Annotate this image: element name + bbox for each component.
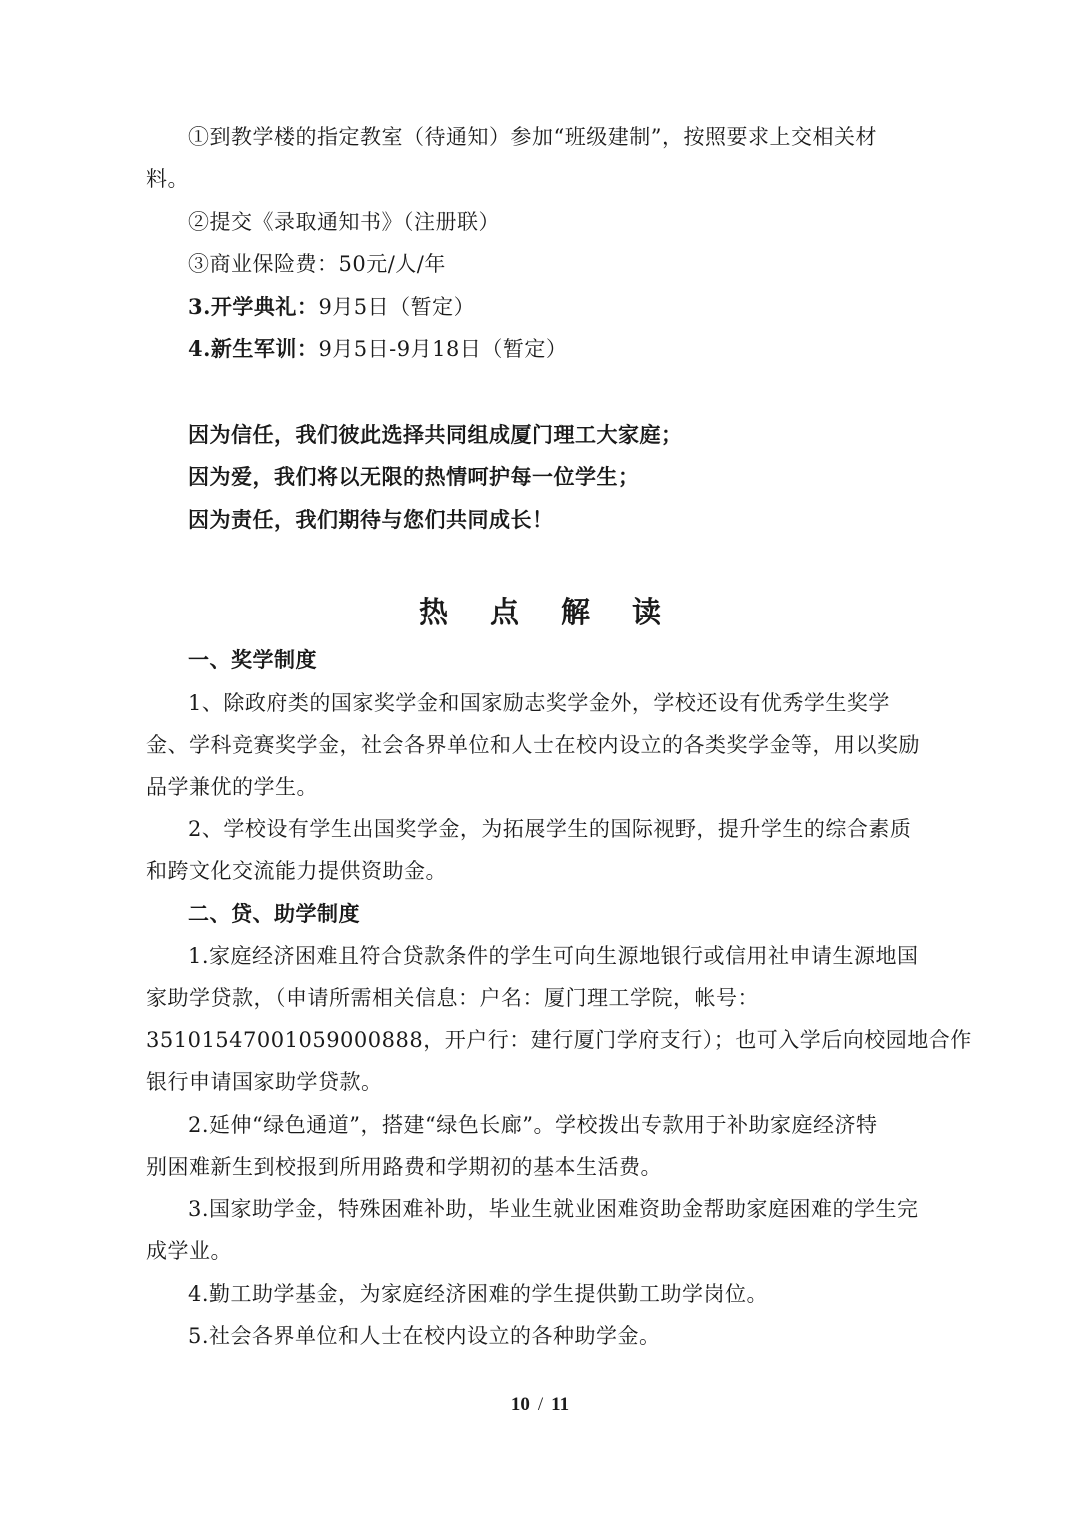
page-current: 10 (510, 1394, 530, 1415)
slogan-line-3: 因为责任，我们期待与您们共同成长！ (188, 508, 554, 532)
opening-ceremony-date: 9月5日（暂定） (318, 295, 476, 319)
scholarship-p1-line3: 品学兼优的学生。 (146, 775, 318, 799)
slogan-line-2: 因为爱，我们将以无限的热情呵护每一位学生； (188, 465, 640, 489)
aid-heading: 二、贷、助学制度 (188, 902, 360, 926)
aid-p5: 5.社会各界单位和人士在校内设立的各种助学金。 (188, 1324, 661, 1348)
item2: ②提交《录取通知书》（注册联） (188, 210, 500, 234)
page-total: 11 (551, 1394, 570, 1415)
aid-p2-line2: 别困难新生到校报到所用路费和学期初的基本生活费。 (146, 1155, 662, 1179)
item1-line2: 料。 (146, 167, 189, 191)
aid-p1-line2: 家助学贷款，（申请所需相关信息：户名：厦门理工学院，帐号： (146, 986, 759, 1010)
military-training-date: 9月5日-9月18日（暂定） (318, 337, 568, 361)
aid-p3-line2: 成学业。 (146, 1239, 232, 1263)
section-title: 热点解读 (418, 595, 703, 629)
aid-p1-line1: 1.家庭经济困难且符合贷款条件的学生可向生源地银行或信用社申请生源地国 (188, 944, 919, 968)
slogan-line-1: 因为信任，我们彼此选择共同组成厦门理工大家庭； (188, 423, 683, 447)
page-number (0, 1394, 1080, 1416)
item3: ③商业保险费：50元/人/年 (188, 252, 446, 276)
military-training (188, 334, 567, 364)
scholarship-heading: 一、奖学制度 (188, 648, 317, 672)
aid-p4: 4.勤工助学基金，为家庭经济困难的学生提供勤工助学岗位。 (188, 1282, 769, 1306)
aid-p1-line3: 35101547001059000888，开户行：建行厦门学府支行）；也可入学后向校园地合作 (146, 1028, 972, 1052)
aid-p2-line1: 2.延伸“绿色通道”，搭建“绿色长廊”。学校拨出专款用于补助家庭经济特 (188, 1113, 878, 1137)
scholarship-p1-line1: 1、除政府类的国家奖学金和国家励志奖学金外，学校还设有优秀学生奖学 (188, 691, 890, 715)
scholarship-p2-line2: 和跨文化交流能力提供资助金。 (146, 859, 447, 883)
item1-line1: ①到教学楼的指定教室（待通知）参加“班级建制”，按照要求上交相关材 (188, 125, 877, 149)
page-separator: / (537, 1394, 544, 1415)
military-training-label: 4.新生军训： (188, 336, 319, 361)
aid-p1-line4: 银行申请国家助学贷款。 (146, 1070, 383, 1094)
opening-ceremony-label: 3.开学典礼： (188, 294, 319, 319)
aid-p3-line1: 3.国家助学金，特殊困难补助，毕业生就业困难资助金帮助家庭困难的学生完 (188, 1197, 919, 1221)
opening-ceremony (188, 292, 475, 322)
scholarship-p2-line1: 2、学校设有学生出国奖学金，为拓展学生的国际视野，提升学生的综合素质 (188, 817, 912, 841)
scholarship-p1-line2: 金、学科竞赛奖学金，社会各界单位和人士在校内设立的各类奖学金等，用以奖励 (146, 733, 920, 757)
